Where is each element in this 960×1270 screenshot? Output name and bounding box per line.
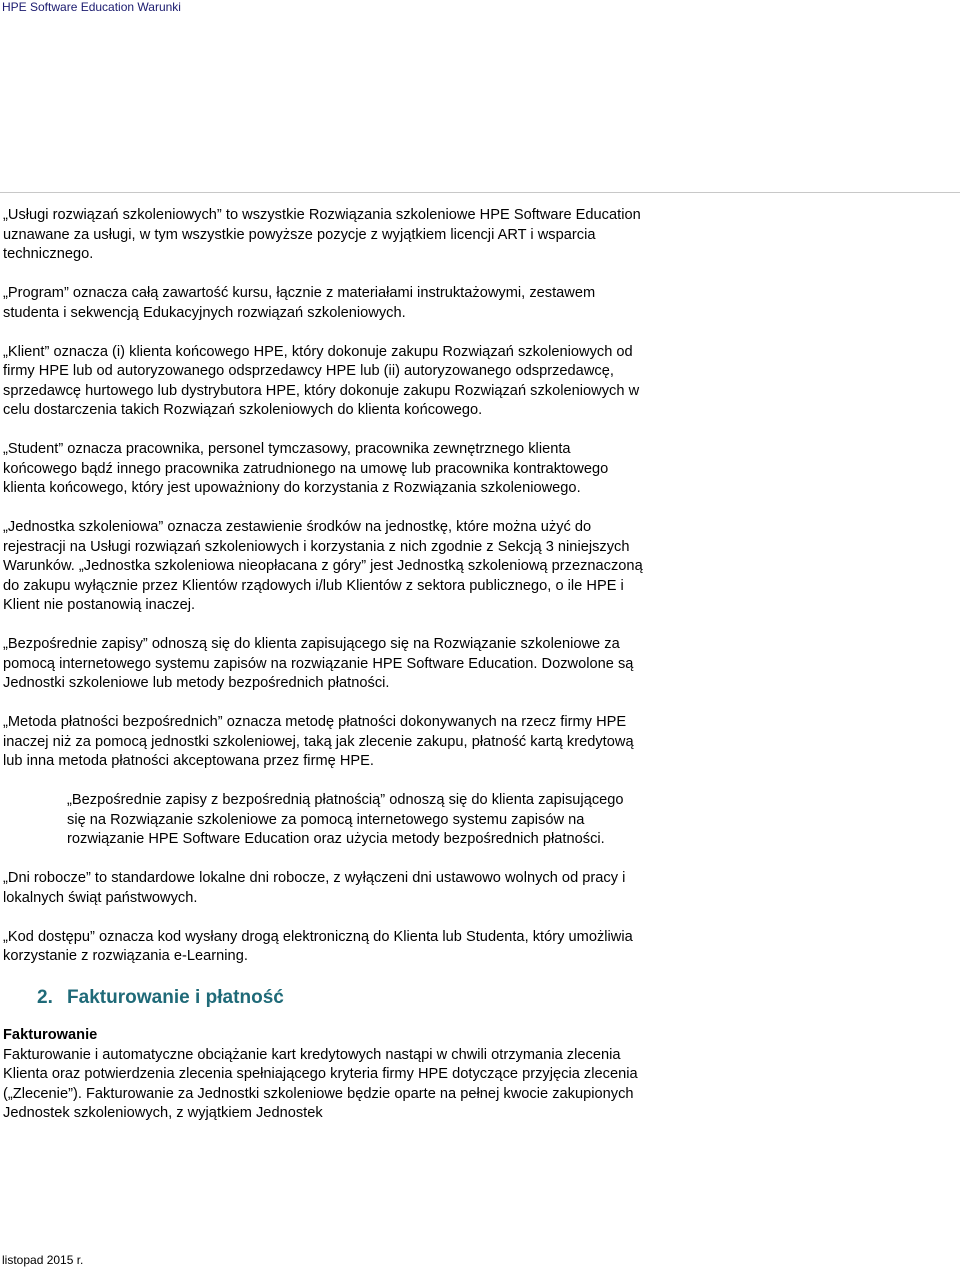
definition-paragraph: „Jednostka szkoleniowa” oznacza zestawienie środków na jednostkę, które można użyć do rejestracji na Usługi rozwiązań szkoleniowych i korzystania z nich zgodnie z Sekcją 3 niniejszych Warunków. „Jednostka szkoleniowa nieopłacana z góry” jest Jednostką szkoleniową przeznaczoną do zakupu wyłącznie przez Klientów rządowych i/lub Klientów z sektora publicznego, o ile HPE i Klient nie postanowią inaczej. (3, 519, 643, 613)
definition-paragraph: „Klient” oznacza (i) klienta końcowego HPE, który dokonuje zakupu Rozwiązań szkoleniowych od firmy HPE lub od autoryzowanego odsprzedawcy HPE lub (ii) autoryzowanego odsprzedawcę, sprzedawcę hurtowego lub dystrybutora HPE, który dokonuje zakupu Rozwiązań szkoleniowych w celu dostarczenia takich Rozwiązań szkoleniowych do klienta końcowego. (3, 343, 640, 418)
definition-paragraph: „Metoda płatności bezpośrednich” oznacza metodę płatności dokonywanych na rzecz firmy HPE inaczej niż za pomocą jednostki szkoleniowej, taką jak zlecenie zakupu, płatność kartą kredytową lub inna metoda płatności akceptowana przez firmę HPE. (3, 714, 634, 769)
definition-paragraph: „Kod dostępu” oznacza kod wysłany drogą elektroniczną do Klienta lub Studenta, który umożliwia korzystanie z rozwiązania e-Learning. (3, 928, 633, 964)
footer-date: listopad 2015 r. (2, 1253, 84, 1267)
subheading-fakturowanie: Fakturowanie (3, 1027, 98, 1043)
section-title: Fakturowanie i płatność (67, 987, 284, 1008)
definition-paragraph: „Student” oznacza pracownika, personel tymczasowy, pracownika zewnętrznego klienta końcowego bądź innego pracownika zatrudnionego na umowę lub pracownika kontraktowego klienta końcowego, który jest upoważniony do korzystania z Rozwiązania szkoleniowego. (3, 441, 609, 496)
definition-paragraph: „Dni robocze” to standardowe lokalne dni robocze, z wyłączeni dni ustawowo wolnych od pracy i lokalnych świąt państwowych. (3, 870, 626, 906)
definition-paragraph: „Bezpośrednie zapisy” odnoszą się do klienta zapisującego się na Rozwiązanie szkoleniowe za pomocą internetowego systemu zapisów na rozwiązanie HPE Software Education. Dozwolone są Jednostki szkoleniowe lub metody bezpośrednich płatności. (3, 636, 634, 691)
definition-paragraph: „Program” oznacza całą zawartość kursu, łącznie z materiałami instruktażowymi, zestawem studenta i sekwencją Edukacyjnych rozwiązań szkoleniowych. (3, 285, 596, 321)
definition-paragraph-indented: „Bezpośrednie zapisy z bezpośrednią płatnością” odnoszą się do klienta zapisującego się na Rozwiązanie szkoleniowe za pomocą internetowego systemu zapisów na rozwiązanie HPE Software Education oraz użycia metody bezpośrednich płatności. (67, 792, 624, 847)
document-body (3, 206, 643, 1124)
section-heading (37, 986, 643, 1010)
section-number: 2. (37, 987, 53, 1008)
document-header-title: HPE Software Education Warunki (2, 0, 181, 14)
definition-paragraph: „Usługi rozwiązań szkoleniowych” to wszystkie Rozwiązania szkoleniowe HPE Software Education uznawane za usługi, w tym wszystkie powyższe pozycje z wyjątkiem licencji ART i wsparcia technicznego. (3, 207, 641, 262)
header-divider (0, 192, 960, 193)
section-paragraph: Fakturowanie i automatyczne obciążanie kart kredytowych nastąpi w chwili otrzymania zlecenia Klienta oraz potwierdzenia zlecenia spełniającego kryteria firmy HPE dotyczące przyjęcia zlecenia („Zlecenie”). Fakturowanie za Jednostki szkoleniowe będzie oparte na pełnej kwocie zakupionych Jednostek szkoleniowych, z wyjątkiem Jednostek (3, 1046, 638, 1121)
